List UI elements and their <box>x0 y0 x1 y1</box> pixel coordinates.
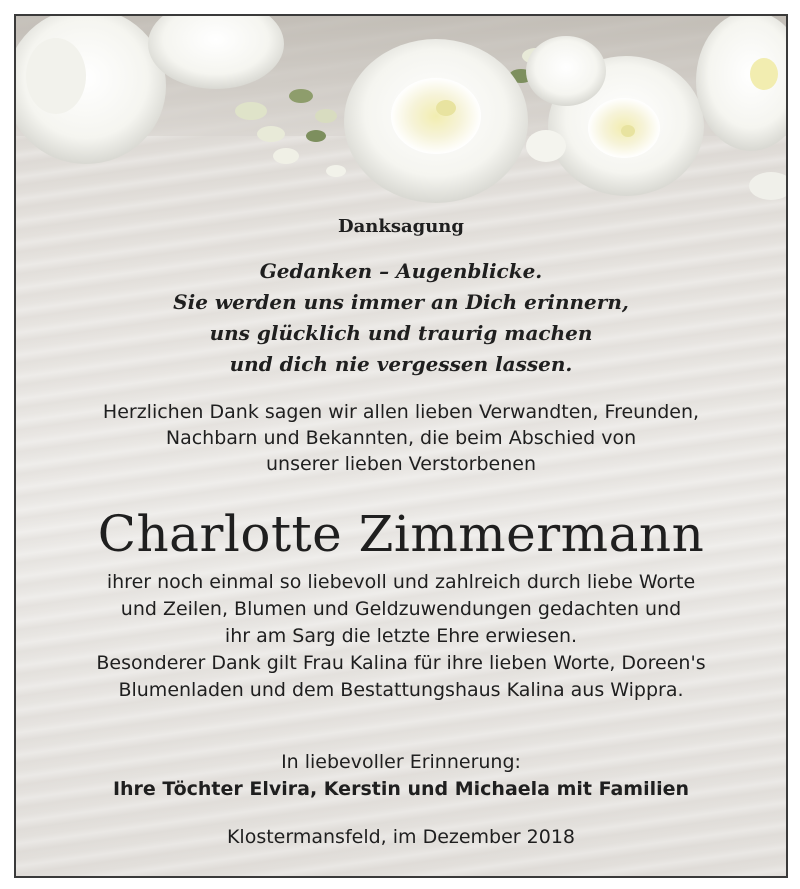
intro-line: Herzlichen Dank sagen wir allen lieben Verwandten, Freunden, <box>102 401 700 423</box>
poem-line: und dich nie vergessen lassen. <box>229 352 573 376</box>
deceased-name: Charlotte Zimmermann <box>97 505 705 563</box>
memorial-poem <box>16 256 786 380</box>
intro-line: unserer lieben Verstorbenen <box>265 453 537 475</box>
signatories: Ihre Töchter Elvira, Kerstin und Michaela mit Familien <box>112 778 690 800</box>
poem-line: uns glücklich und traurig machen <box>209 321 593 345</box>
thanks-line: ihrer noch einmal so liebevoll und zahlreich durch liebe Worte <box>106 571 696 593</box>
thanks-line: Blumenladen und dem Bestattungshaus Kalina aus Wippra. <box>118 679 684 701</box>
obituary-card <box>14 14 788 878</box>
poem-line: Gedanken – Augenblicke. <box>259 259 543 283</box>
thanks-paragraph <box>16 569 786 704</box>
place-date: Klostermansfeld, im Dezember 2018 <box>226 826 576 848</box>
flowers-image <box>16 16 786 226</box>
thanks-line: und Zeilen, Blumen und Geldzuwendungen gedachten und <box>120 598 682 620</box>
intro-paragraph <box>16 399 786 477</box>
thanks-line: ihr am Sarg die letzte Ehre erwiesen. <box>224 625 578 647</box>
intro-line: Nachbarn und Bekannten, die beim Abschied von <box>165 427 637 449</box>
remembrance-line: In liebevoller Erinnerung: <box>281 751 521 773</box>
poem-line: Sie werden uns immer an Dich erinnern, <box>173 290 629 314</box>
notice-heading: Danksagung <box>338 216 464 237</box>
signature-block <box>16 749 786 803</box>
thanks-line: Besonderer Dank gilt Frau Kalina für ihre lieben Worte, Doreen's <box>96 652 706 674</box>
